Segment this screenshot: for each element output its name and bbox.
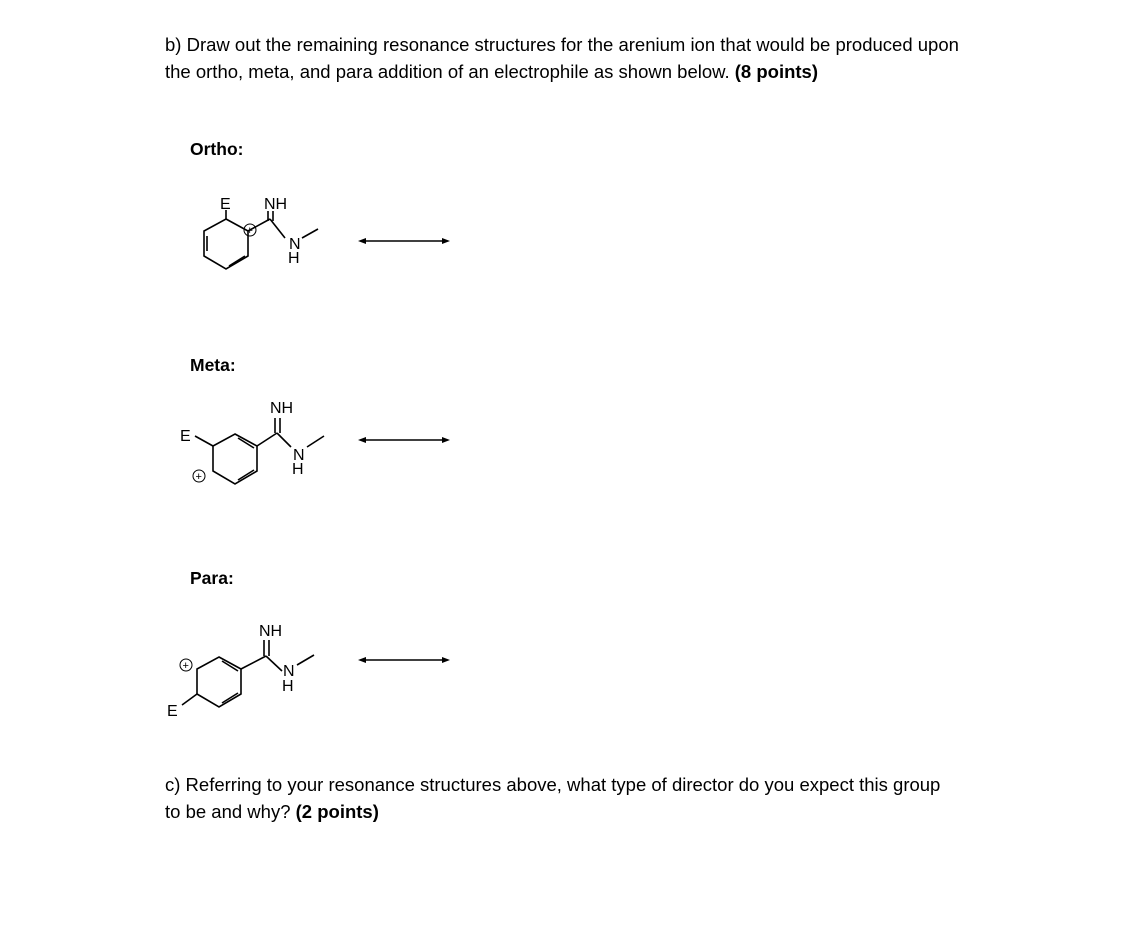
- meta-label: Meta:: [190, 355, 236, 375]
- para-label: Para:: [190, 568, 234, 588]
- ortho-n-label: N: [289, 236, 301, 253]
- ortho-plus: +: [246, 225, 253, 237]
- meta-h-label: H: [292, 461, 304, 478]
- meta-nh-label: NH: [270, 400, 294, 417]
- ortho-h-label: H: [288, 250, 300, 267]
- question-c: [165, 771, 945, 825]
- para-h-label: H: [282, 678, 294, 695]
- question-c-text: c) Referring to your resonance structures above, what type of director do you expect this group to be and why?: [165, 774, 941, 822]
- meta-plus: +: [195, 471, 202, 483]
- question-b-points: (8 points): [734, 61, 819, 82]
- meta-e-label: E: [180, 428, 191, 445]
- para-n-label: N: [283, 663, 295, 680]
- meta-n-label: N: [293, 447, 305, 464]
- para-nh-label: NH: [259, 623, 283, 640]
- ortho-nh-label: NH: [264, 196, 288, 213]
- para-e-label: E: [167, 703, 178, 720]
- question-b: [165, 31, 985, 85]
- question-b-text: b) Draw out the remaining resonance structures for the arenium ion that would be produced upon the ortho, meta, and para addition of an electrophile as shown below.: [165, 34, 959, 82]
- ortho-e-label: E: [220, 196, 231, 213]
- para-plus: +: [182, 660, 189, 672]
- question-c-points: (2 points): [295, 801, 379, 822]
- ortho-label: Ortho:: [190, 139, 244, 159]
